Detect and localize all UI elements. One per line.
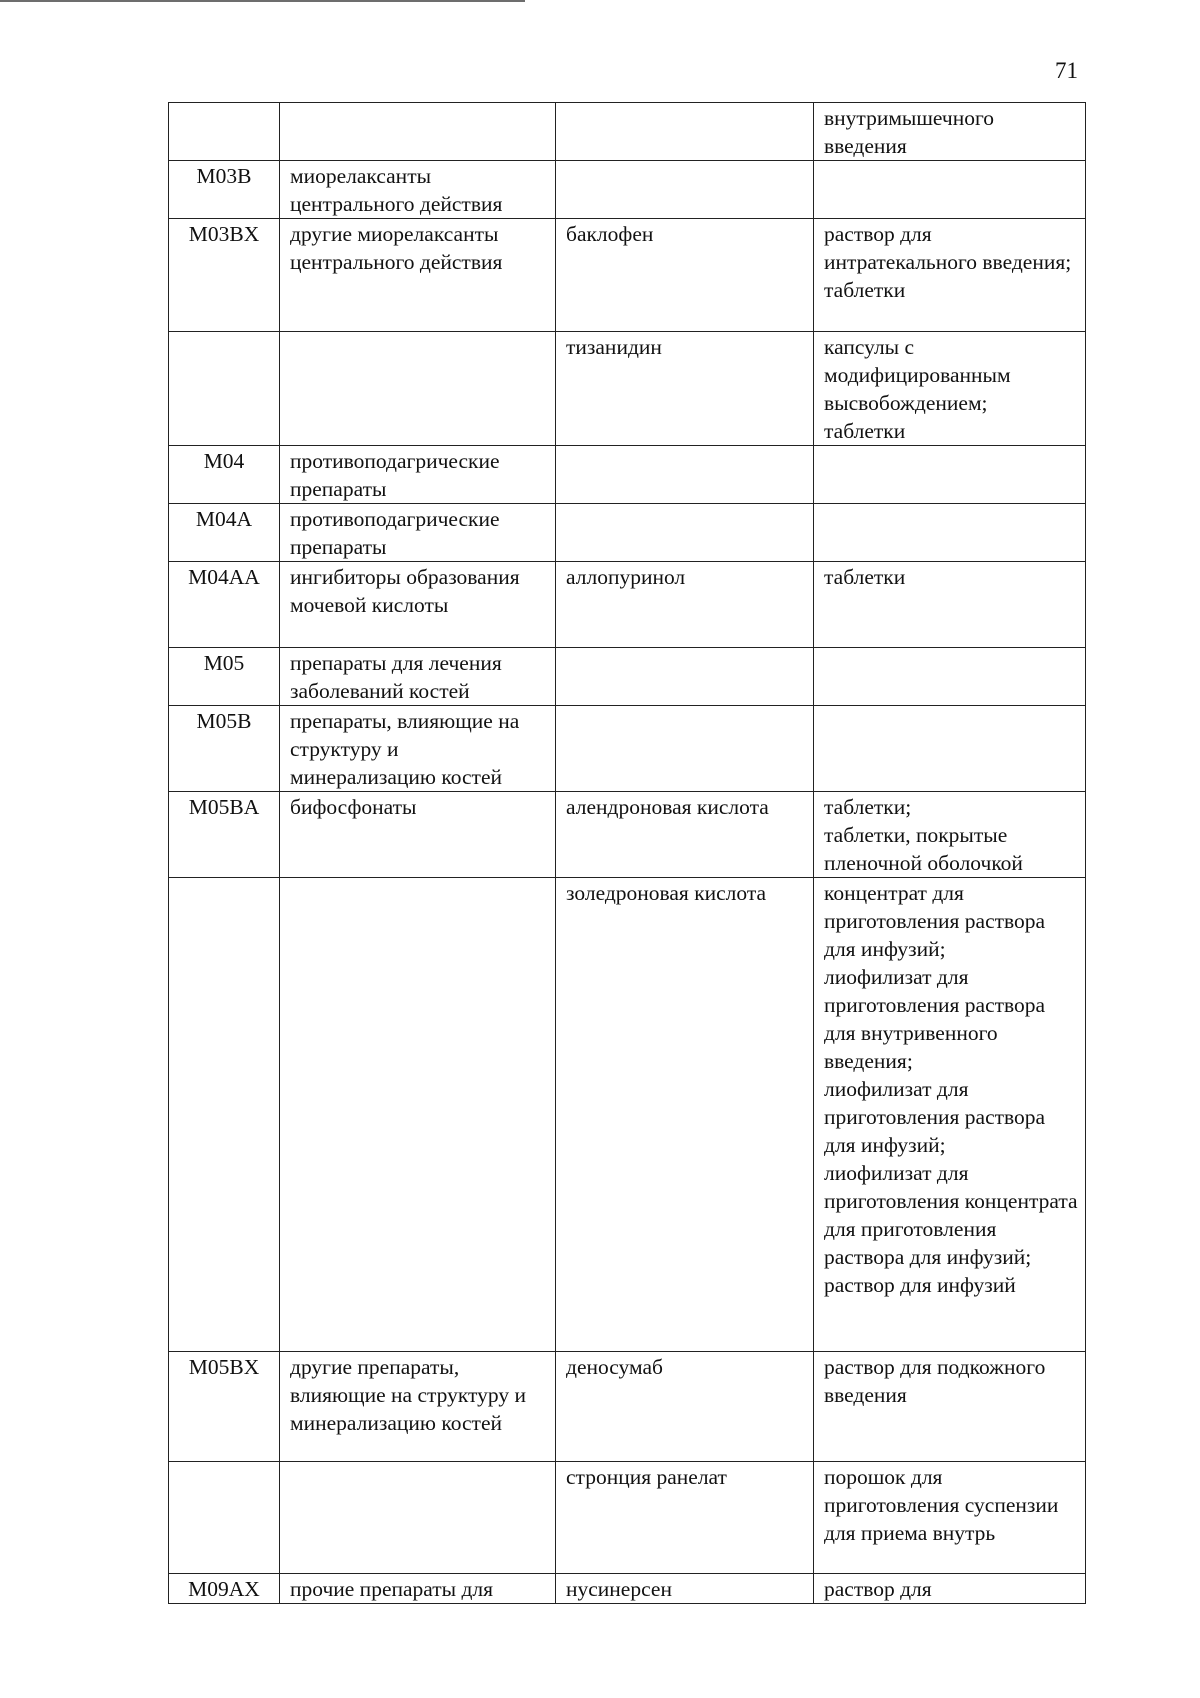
- table-row: [169, 332, 1086, 446]
- group-cell: бифосфонаты: [280, 792, 556, 878]
- atc-code-cell: M04A: [169, 504, 280, 562]
- drug-table: [168, 102, 1086, 1604]
- atc-code-cell: M04: [169, 446, 280, 504]
- atc-code-cell: M05BX: [169, 1352, 280, 1462]
- group-cell: препараты, влияющие на структуру и минерализацию костей: [280, 706, 556, 792]
- atc-code-cell: M03BX: [169, 219, 280, 332]
- table-row: [169, 161, 1086, 219]
- table-row: [169, 706, 1086, 792]
- atc-code-cell: [169, 878, 280, 1352]
- group-cell: противоподагрические препараты: [280, 504, 556, 562]
- table-row: [169, 504, 1086, 562]
- drug-cell: деносумаб: [556, 1352, 814, 1462]
- drug-cell: золедроновая кислота: [556, 878, 814, 1352]
- group-cell: [280, 103, 556, 161]
- table-row: [169, 792, 1086, 878]
- dosage-form-cell: [814, 161, 1086, 219]
- drug-cell: аллопуринол: [556, 562, 814, 648]
- drug-cell: баклофен: [556, 219, 814, 332]
- table-row: [169, 878, 1086, 1352]
- atc-code-cell: M03B: [169, 161, 280, 219]
- table-row: [169, 562, 1086, 648]
- table-row: [169, 1574, 1086, 1604]
- group-cell: [280, 1462, 556, 1574]
- drug-cell: тизанидин: [556, 332, 814, 446]
- dosage-form-cell: таблетки; таблетки, покрытые пленочной оболочкой: [814, 792, 1086, 878]
- atc-code-cell: M04AA: [169, 562, 280, 648]
- drug-cell: [556, 706, 814, 792]
- dosage-form-cell: концентрат для приготовления раствора для инфузий; лиофилизат для приготовления раствора для внутривенного введения; лиофилизат для приготовления раствора для инфузий; лиофилизат для приготовления концентрата для приготовления раствора для инфузий; раствор для инфузий: [814, 878, 1086, 1352]
- table-row: [169, 648, 1086, 706]
- table-row: [169, 219, 1086, 332]
- group-cell: другие миорелаксанты центрального действия: [280, 219, 556, 332]
- atc-code-cell: [169, 103, 280, 161]
- dosage-form-cell: [814, 446, 1086, 504]
- group-cell: миорелаксанты центрального действия: [280, 161, 556, 219]
- drug-cell: [556, 446, 814, 504]
- group-cell: ингибиторы образования мочевой кислоты: [280, 562, 556, 648]
- atc-code-cell: [169, 1462, 280, 1574]
- atc-code-cell: M05: [169, 648, 280, 706]
- dosage-form-cell: таблетки: [814, 562, 1086, 648]
- drug-cell: стронция ранелат: [556, 1462, 814, 1574]
- atc-code-cell: [169, 332, 280, 446]
- group-cell: препараты для лечения заболеваний костей: [280, 648, 556, 706]
- atc-code-cell: M05B: [169, 706, 280, 792]
- group-cell: другие препараты, влияющие на структуру и минерализацию костей: [280, 1352, 556, 1462]
- dosage-form-cell: раствор для подкожного введения: [814, 1352, 1086, 1462]
- group-cell: [280, 332, 556, 446]
- atc-code-cell: M09AX: [169, 1574, 280, 1604]
- drug-cell: алендроновая кислота: [556, 792, 814, 878]
- group-cell: прочие препараты для: [280, 1574, 556, 1604]
- drug-cell: [556, 504, 814, 562]
- table-row: [169, 103, 1086, 161]
- group-cell: противоподагрические препараты: [280, 446, 556, 504]
- dosage-form-cell: [814, 648, 1086, 706]
- dosage-form-cell: раствор для интратекального введения; таблетки: [814, 219, 1086, 332]
- dosage-form-cell: [814, 706, 1086, 792]
- dosage-form-cell: внутримышечного введения: [814, 103, 1086, 161]
- drug-cell: нусинерсен: [556, 1574, 814, 1604]
- table-row: [169, 1462, 1086, 1574]
- dosage-form-cell: [814, 504, 1086, 562]
- group-cell: [280, 878, 556, 1352]
- dosage-form-cell: порошок для приготовления суспензии для приема внутрь: [814, 1462, 1086, 1574]
- drug-cell: [556, 161, 814, 219]
- dosage-form-cell: капсулы с модифицированным высвобождением; таблетки: [814, 332, 1086, 446]
- page-number: 71: [1055, 58, 1078, 83]
- scan-edge-line: [0, 0, 525, 2]
- table-row: [169, 1352, 1086, 1462]
- atc-code-cell: M05BA: [169, 792, 280, 878]
- drug-cell: [556, 103, 814, 161]
- dosage-form-cell: раствор для: [814, 1574, 1086, 1604]
- table-row: [169, 446, 1086, 504]
- drug-cell: [556, 648, 814, 706]
